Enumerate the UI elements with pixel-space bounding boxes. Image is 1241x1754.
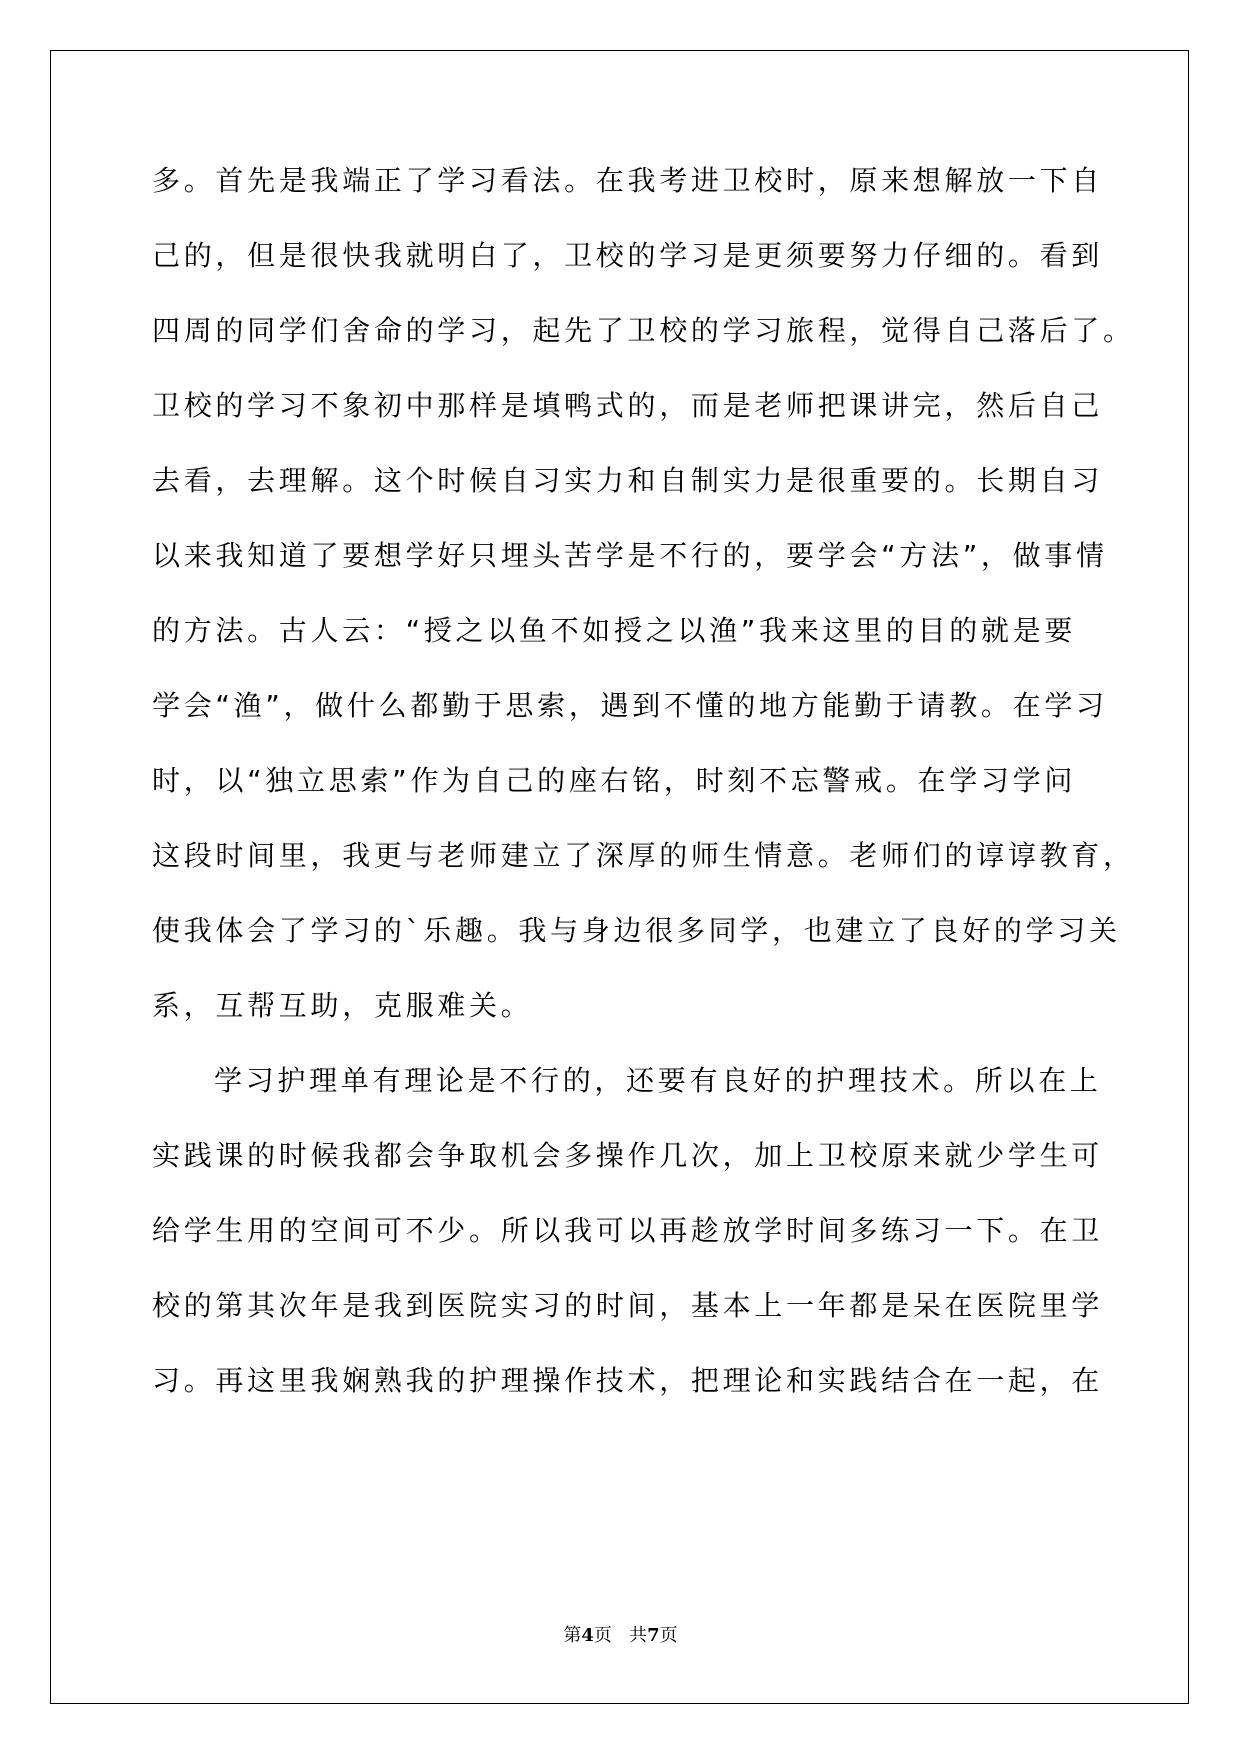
paragraph-line: 的方法。古人云：“授之以鱼不如授之以渔”我来这里的目的就是要 (152, 614, 1077, 647)
paragraph-line: 多。首先是我端正了学习看法。在我考进卫校时，原来想解放一下自 (152, 164, 1104, 197)
paragraph-line: 以来我知道了要想学好只埋头苦学是不行的，要学会“方法”，做事情 (152, 539, 1108, 572)
page-label-prefix: 第 (563, 1625, 582, 1646)
paragraph-line: 卫校的学习不象初中那样是填鸭式的，而是老师把课讲完，然后自己 (152, 389, 1104, 422)
paragraph-line: 这段时间里，我更与老师建立了深厚的师生情意。老师们的谆谆教育， (152, 839, 1135, 872)
paragraph-line: 学会“渔”，做什么都勤于思索，遇到不懂的地方能勤于请教。在学习 (152, 689, 1108, 722)
paragraph-line: 四周的同学们舍命的学习，起先了卫校的学习旅程，觉得自己落后了。 (152, 314, 1135, 347)
paragraph-line: 时，以“独立思索”作为自己的座右铭，时刻不忘警戒。在学习学问 (152, 764, 1077, 797)
paragraph-line: 校的第其次年是我到医院实习的时间，基本上一年都是呆在医院里学 (152, 1289, 1104, 1322)
page-label-suffix: 页 (593, 1625, 612, 1646)
total-label-prefix: 共 (629, 1625, 648, 1646)
paragraph-line: 己的，但是很快我就明白了，卫校的学习是更须要努力仔细的。看到 (152, 239, 1104, 272)
paragraph-line: 学习护理单有理论是不行的，还要有良好的护理技术。所以在上 (214, 1064, 1102, 1097)
paragraph-line: 系，互帮互助，克服难关。 (152, 989, 533, 1022)
page-footer (0, 1624, 1241, 1648)
total-page-number: 7 (647, 1625, 660, 1646)
paragraph-line: 去看，去理解。这个时候自习实力和自制实力是很重要的。长期自习 (152, 464, 1104, 497)
paragraph-line: 习。再这里我娴熟我的护理操作技术，把理论和实践结合在一起，在 (152, 1364, 1104, 1397)
document-body (152, 160, 1135, 1435)
current-page-number: 4 (581, 1625, 594, 1646)
paragraph-line: 使我体会了学习的`乐趣。我与身边很多同学，也建立了良好的学习关 (152, 914, 1121, 947)
paragraph-line: 实践课的时候我都会争取机会多操作几次，加上卫校原来就少学生可 (152, 1139, 1104, 1172)
total-label-suffix: 页 (659, 1625, 678, 1646)
paragraph-line: 给学生用的空间可不少。所以我可以再趁放学时间多练习一下。在卫 (152, 1214, 1104, 1247)
